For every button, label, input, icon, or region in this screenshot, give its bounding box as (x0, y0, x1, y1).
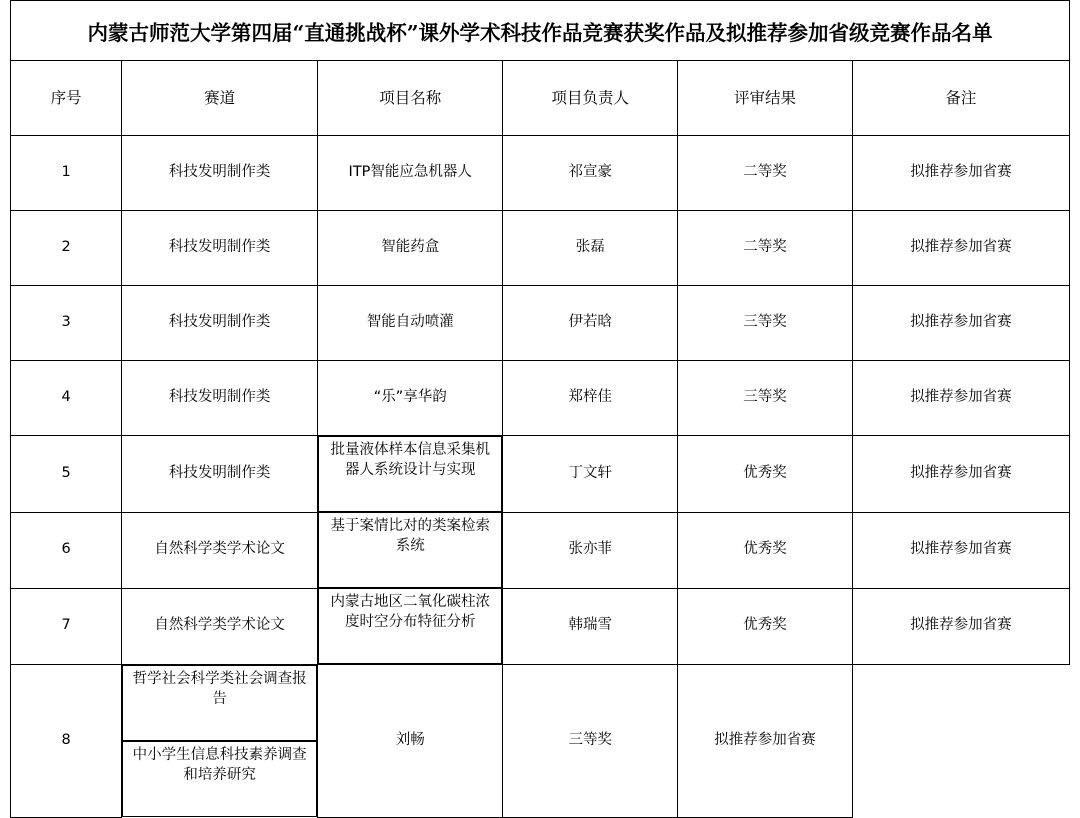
cell-index: 6 (11, 512, 122, 588)
cell-index: 3 (11, 286, 122, 361)
table-row (11, 665, 1070, 818)
cell-leader: 伊若晗 (503, 286, 678, 361)
cell-project: 批量液体样本信息采集机器人系统设计与实现 (318, 436, 502, 512)
cell-result: 优秀奖 (678, 512, 853, 588)
cell-note: 拟推荐参加省赛 (852, 361, 1069, 436)
cell-note: 拟推荐参加省赛 (852, 211, 1069, 286)
cell-index: 1 (11, 136, 122, 211)
cell-result: 三等奖 (678, 361, 853, 436)
cell-leader: 丁文轩 (503, 436, 678, 513)
column-header-result: 评审结果 (678, 61, 853, 136)
table-row (11, 436, 1070, 513)
cell-index: 5 (11, 436, 122, 513)
table-header-row (11, 61, 1070, 136)
table-row (11, 136, 1070, 211)
cell-result: 优秀奖 (678, 588, 853, 665)
cell-note: 拟推荐参加省赛 (852, 436, 1069, 513)
column-header-index: 序号 (11, 61, 122, 136)
cell-leader: 郑梓佳 (503, 361, 678, 436)
cell-project: ITP智能应急机器人 (318, 136, 503, 211)
cell-track: 自然科学类学术论文 (122, 588, 318, 665)
cell-note: 拟推荐参加省赛 (678, 665, 853, 818)
cell-track: 科技发明制作类 (122, 211, 318, 286)
cell-leader: 祁宣豪 (503, 136, 678, 211)
table-body (11, 136, 1070, 818)
cell-result: 三等奖 (678, 286, 853, 361)
cell-leader: 刘畅 (318, 665, 503, 818)
column-header-track: 赛道 (122, 61, 318, 136)
cell-leader: 韩瑞雪 (503, 588, 678, 665)
cell-project: 内蒙古地区二氧化碳柱浓度时空分布特征分析 (318, 588, 502, 664)
cell-index: 2 (11, 211, 122, 286)
cell-project: 智能药盒 (318, 211, 503, 286)
cell-project: “乐”享华韵 (318, 361, 503, 436)
cell-result: 优秀奖 (678, 436, 853, 513)
table-row (11, 588, 1070, 665)
table-header (11, 61, 1070, 136)
cell-index: 4 (11, 361, 122, 436)
cell-track: 哲学社会科学类社会调查报告 (122, 665, 317, 741)
cell-result: 三等奖 (503, 665, 678, 818)
cell-index: 8 (11, 665, 122, 818)
cell-track: 科技发明制作类 (122, 436, 318, 513)
column-header-project: 项目名称 (318, 61, 503, 136)
cell-leader: 张磊 (503, 211, 678, 286)
cell-result: 二等奖 (678, 211, 853, 286)
table-row (11, 286, 1070, 361)
cell-note: 拟推荐参加省赛 (852, 512, 1069, 588)
cell-track: 科技发明制作类 (122, 286, 318, 361)
document-title: 内蒙古师范大学第四届“直通挑战杯”课外学术科技作品竞赛获奖作品及拟推荐参加省级竞赛作品名单 (10, 0, 1070, 60)
table-row (11, 211, 1070, 286)
cell-track: 自然科学类学术论文 (122, 512, 318, 588)
cell-note: 拟推荐参加省赛 (852, 136, 1069, 211)
table-row (11, 512, 1070, 588)
cell-index: 7 (11, 588, 122, 665)
cell-project: 中小学生信息科技素养调查和培养研究 (122, 741, 317, 817)
award-list-table (10, 60, 1070, 818)
cell-track: 科技发明制作类 (122, 361, 318, 436)
cell-track: 科技发明制作类 (122, 136, 318, 211)
cell-note: 拟推荐参加省赛 (852, 286, 1069, 361)
cell-project: 基于案情比对的类案检索系统 (318, 512, 502, 588)
column-header-note: 备注 (852, 61, 1069, 136)
column-header-leader: 项目负责人 (503, 61, 678, 136)
cell-leader: 张亦菲 (503, 512, 678, 588)
table-row (11, 361, 1070, 436)
cell-note: 拟推荐参加省赛 (852, 588, 1069, 665)
cell-result: 二等奖 (678, 136, 853, 211)
cell-project: 智能自动喷灌 (318, 286, 503, 361)
